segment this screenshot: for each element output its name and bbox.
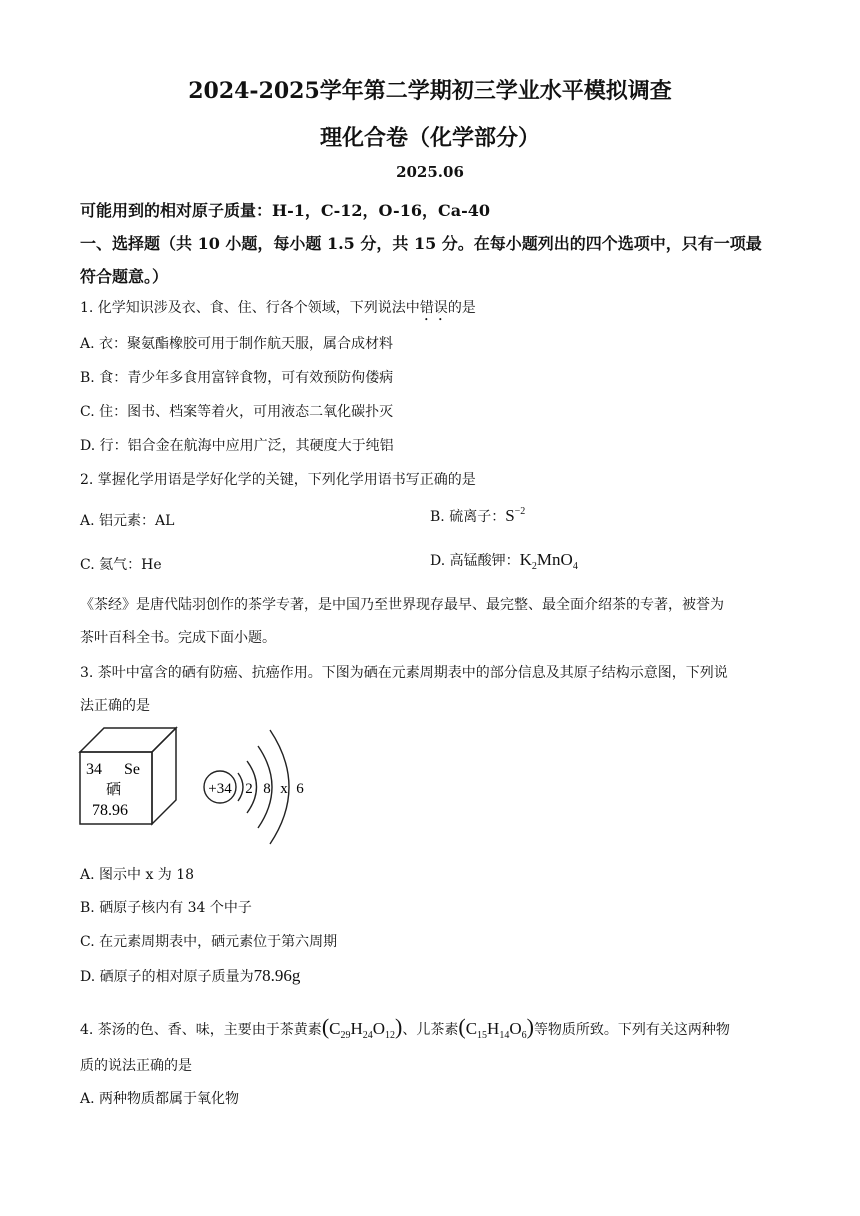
q3-option-b: B. 硒原子核内有 34 个中子: [80, 900, 252, 916]
exam-subtitle: 理化合卷（化学部分）: [319, 125, 540, 151]
question-1-stem: 1. 化学知识涉及衣、食、住、行各个领域，下列说法中错误的是: [80, 300, 476, 316]
element-card-figure: [76, 724, 180, 828]
q2-option-d: D. 高锰酸钾：$K_2MnO_4$: [430, 550, 578, 572]
shell-count-3: x: [280, 781, 288, 797]
element-name: 硒: [106, 782, 122, 798]
question-3-stem: 3. 茶叶中富含的硒有防癌、抗癌作用。下图为硒在元素周期表中的部分信息及其原子结构示意图，下列说: [80, 665, 728, 681]
q1-option-a: A. 衣：聚氨酯橡胶可用于制作航天服，属合成材料: [80, 336, 394, 352]
shell-count-4: 6: [296, 781, 304, 797]
question-4-stem-cont: 质的说法正确的是: [80, 1058, 192, 1074]
q1-option-b: B. 食：青少年多食用富锌食物，可有效预防佝偻病: [80, 370, 394, 386]
section-heading: 一、选择题（共 10 小题，每小题 1.5 分，共 15 分。在每小题列出的四个选项中，只有一项最: [80, 234, 762, 253]
atomic-number: 34: [86, 761, 102, 778]
formula-subscript: 14: [499, 1030, 510, 1041]
q3-option-c: C. 在元素周期表中，硒元素位于第六周期: [80, 934, 338, 950]
exam-date: 2025.06: [396, 163, 464, 181]
emphasis-word: 错误: [419, 300, 448, 316]
shell-arc-1: [238, 773, 243, 801]
atomic-mass: 78.96: [92, 802, 128, 819]
q2-option-b: B. 硫离子：$S^{-2}$: [430, 506, 526, 525]
formula-element-symbol: O: [372, 1019, 386, 1038]
formula-subscript: 29: [340, 1030, 351, 1041]
formula-subscript: 24: [362, 1030, 373, 1041]
shell-count-2: 8: [263, 781, 271, 797]
formula-theaflavin: [329, 1019, 396, 1041]
q1-option-d: D. 行：铝合金在航海中应用广泛，其硬度大于纯铝: [80, 438, 394, 454]
question-4-stem: 4. 茶汤的色、香、味，主要由于茶黄素$(C_{29}H_{24}O_{12})$、儿茶素$(C_{15}H_{14}O_6)$等物质所致。下列有关这两种物: [80, 1014, 730, 1041]
formula-element-symbol: H: [487, 1019, 500, 1038]
exam-title: 2024-2025学年第二学期初三学业水平模拟调查: [188, 78, 672, 104]
formula-subscript: 12: [385, 1030, 396, 1041]
question-2-stem: 2. 掌握化学用语是学好化学的关键，下列化学用语书写正确的是: [80, 472, 476, 488]
q2-option-a: A. 铝元素：AL: [80, 513, 175, 529]
nucleus-charge: +34: [208, 781, 232, 797]
atomic-mass-note: 可能用到的相对原子质量：H-1，C-12，O-16，Ca-40: [80, 201, 490, 220]
section-heading-cont: 符合题意。）: [80, 267, 169, 286]
q1-option-c: C. 住：图书、档案等着火，可用液态二氧化碳扑灭: [80, 404, 394, 420]
q2-option-c: C. 氦气：He: [80, 557, 162, 573]
formula-element-symbol: H: [350, 1019, 363, 1038]
formula-element-symbol: C: [329, 1019, 341, 1038]
passage-line-2: 茶叶百科全书。完成下面小题。: [80, 630, 276, 646]
element-symbol: Se: [124, 761, 140, 778]
formula-element-symbol: O: [509, 1019, 522, 1038]
formula-element-symbol: C: [465, 1019, 478, 1038]
shell-count-1: 2: [245, 781, 253, 797]
mass-value: 78.96g: [253, 966, 301, 985]
q3-option-d: D. 硒原子的相对原子质量为78.96g: [80, 966, 301, 985]
atom-structure-diagram: [196, 724, 316, 854]
formula-subscript: 6: [521, 1030, 527, 1041]
passage-line-1: 《茶经》是唐代陆羽创作的茶学专著，是中国乃至世界现存最早、最完整、最全面介绍茶的专著，被誉为: [80, 597, 724, 613]
q4-option-a: A. 两种物质都属于氧化物: [80, 1091, 240, 1107]
formula-catechin: [465, 1019, 527, 1041]
formula-subscript: 15: [477, 1030, 488, 1041]
question-3-stem-cont: 法正确的是: [80, 698, 150, 714]
q3-option-a: A. 图示中 x 为 18: [80, 867, 195, 883]
